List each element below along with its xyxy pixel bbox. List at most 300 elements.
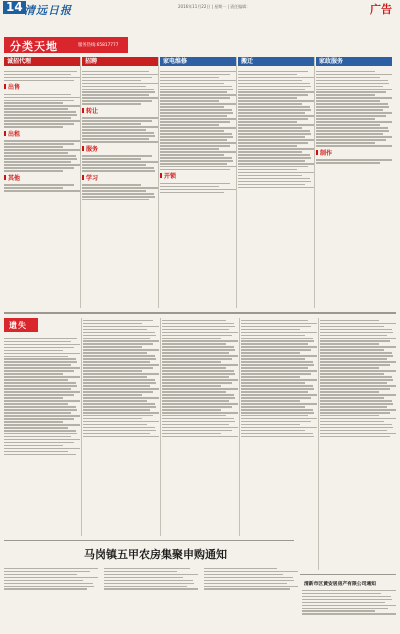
footer-box-title: 清新市区黄安居房产有限公司通知 xyxy=(304,582,376,587)
illegible-text-line xyxy=(4,412,71,413)
illegible-text-line xyxy=(83,323,142,324)
illegible-text-line xyxy=(241,412,314,413)
illegible-text-line xyxy=(302,596,391,597)
page-number: 14 xyxy=(3,1,26,14)
illegible-text-line xyxy=(241,421,311,422)
illegible-text-line xyxy=(160,148,219,149)
illegible-text-line xyxy=(160,160,233,161)
illegible-text-line xyxy=(4,577,98,578)
illegible-text-line xyxy=(320,358,387,359)
illegible-text-line xyxy=(160,154,224,155)
illegible-text-line xyxy=(160,112,233,113)
illegible-text-line xyxy=(238,136,305,137)
illegible-text-line xyxy=(4,571,90,572)
illegible-text-line xyxy=(83,427,155,428)
illegible-text-line xyxy=(162,329,229,330)
illegible-text-line xyxy=(4,164,80,165)
illegible-text-line xyxy=(4,123,74,124)
illegible-text-line xyxy=(241,379,317,380)
illegible-text-line xyxy=(4,190,80,191)
illegible-text-line xyxy=(238,172,314,173)
illegible-text-line xyxy=(4,187,63,188)
illegible-text-line xyxy=(320,338,396,339)
illegible-text-line xyxy=(160,89,233,90)
illegible-text-line xyxy=(82,97,158,98)
illegible-text-line xyxy=(82,89,154,90)
illegible-text-line xyxy=(82,158,141,159)
illegible-text-line xyxy=(238,80,302,81)
classifieds-banner-title: 分类天地 xyxy=(10,40,58,53)
illegible-text-line xyxy=(316,109,383,110)
illegible-text-line xyxy=(162,379,238,380)
illegible-text-line xyxy=(82,74,158,75)
illegible-text-line xyxy=(302,593,381,594)
illegible-text-line xyxy=(241,397,311,398)
illegible-text-line xyxy=(241,329,300,330)
classifieds-group-title xyxy=(160,173,236,181)
illegible-text-line xyxy=(241,349,311,350)
illegible-text-line xyxy=(160,109,232,110)
illegible-text-line xyxy=(302,605,396,606)
illegible-text-line xyxy=(241,332,317,333)
illegible-text-line xyxy=(320,379,393,380)
illegible-text-line xyxy=(160,169,230,170)
illegible-text-line xyxy=(238,148,314,149)
illegible-text-line xyxy=(238,187,314,188)
illegible-text-line xyxy=(320,388,390,389)
illegible-text-line xyxy=(4,442,74,443)
illegible-text-line xyxy=(238,145,297,146)
illegible-text-line xyxy=(83,355,155,356)
illegible-text-line xyxy=(320,340,390,341)
classifieds-column-header: 招聘 xyxy=(82,57,158,66)
classifieds-column-body xyxy=(160,69,236,308)
group-marker xyxy=(82,108,84,113)
illegible-text-line xyxy=(4,350,63,351)
illegible-text-line xyxy=(4,358,76,359)
illegible-text-line xyxy=(160,118,236,119)
illegible-text-line xyxy=(238,175,302,176)
classifieds-group-title xyxy=(82,146,158,154)
illegible-text-line xyxy=(241,385,313,386)
illegible-text-line xyxy=(162,376,229,377)
illegible-text-line xyxy=(83,415,153,416)
illegible-text-line xyxy=(83,436,159,437)
illegible-text-line xyxy=(4,126,63,127)
illegible-text-line xyxy=(160,86,232,87)
illegible-text-line xyxy=(241,326,311,327)
illegible-text-line xyxy=(82,161,158,162)
illegible-text-line xyxy=(104,588,198,589)
group-marker xyxy=(4,175,6,180)
column-rule xyxy=(239,318,240,536)
illegible-text-line xyxy=(162,364,238,365)
illegible-text-line xyxy=(316,136,392,137)
illegible-text-line xyxy=(4,158,77,159)
column-rule xyxy=(80,57,81,308)
illegible-text-line xyxy=(316,86,383,87)
illegible-text-line xyxy=(83,370,142,371)
illegible-text-line xyxy=(4,100,74,101)
illegible-text-line xyxy=(4,167,74,168)
illegible-text-line xyxy=(204,574,283,575)
illegible-text-line xyxy=(320,370,396,371)
illegible-text-line xyxy=(320,409,396,410)
column-rule xyxy=(81,318,82,536)
illegible-text-line xyxy=(238,112,305,113)
illegible-text-line xyxy=(238,169,297,170)
illegible-text-line xyxy=(4,74,71,75)
illegible-text-line xyxy=(316,130,389,131)
illegible-text-line xyxy=(316,91,386,92)
illegible-text-line xyxy=(238,142,308,143)
illegible-text-line xyxy=(302,599,392,600)
illegible-text-line xyxy=(241,361,313,362)
illegible-text-line xyxy=(4,568,98,569)
illegible-text-line xyxy=(320,323,396,324)
illegible-text-line xyxy=(160,71,236,72)
illegible-text-line xyxy=(162,346,234,347)
classifieds-group-title xyxy=(316,150,392,158)
illegible-text-line xyxy=(320,352,392,353)
classifieds-column-body xyxy=(316,69,392,308)
illegible-text-line xyxy=(316,121,392,122)
illegible-text-line xyxy=(320,394,396,395)
illegible-text-line xyxy=(160,103,236,104)
illegible-text-line xyxy=(160,124,219,125)
illegible-text-line xyxy=(238,124,314,125)
illegible-text-line xyxy=(241,436,314,437)
illegible-text-line xyxy=(82,167,154,168)
illegible-text-line xyxy=(316,159,392,160)
illegible-text-line xyxy=(162,367,226,368)
illegible-text-line xyxy=(160,115,227,116)
illegible-text-line xyxy=(104,586,187,587)
illegible-text-line xyxy=(160,186,219,187)
illegible-text-line xyxy=(4,361,77,362)
illegible-text-line xyxy=(238,97,297,98)
illegible-text-line xyxy=(204,580,294,581)
illegible-text-line xyxy=(241,370,317,371)
illegible-text-line xyxy=(320,373,384,374)
illegible-text-line xyxy=(83,349,159,350)
illegible-text-line xyxy=(316,124,380,125)
illegible-text-line xyxy=(4,397,63,398)
illegible-text-line xyxy=(83,418,142,419)
illegible-text-line xyxy=(4,588,87,589)
illegible-text-line xyxy=(320,430,387,431)
illegible-text-line xyxy=(238,133,311,134)
illegible-text-line xyxy=(162,394,234,395)
illegible-text-line xyxy=(162,355,238,356)
illegible-text-line xyxy=(160,97,230,98)
illegible-text-line xyxy=(83,329,147,330)
illegible-text-line xyxy=(162,406,232,407)
illegible-text-line xyxy=(83,352,147,353)
illegible-text-line xyxy=(83,361,150,362)
illegible-text-line xyxy=(241,323,317,324)
illegible-text-line xyxy=(302,590,396,591)
illegible-text-line xyxy=(238,166,308,167)
illegible-text-line xyxy=(238,103,302,104)
paper-name: 清远日报 xyxy=(24,4,72,17)
illegible-text-line xyxy=(316,133,383,134)
footer-box-divider xyxy=(300,574,396,575)
illegible-text-line xyxy=(320,367,379,368)
illegible-text-line xyxy=(320,415,379,416)
illegible-text-line xyxy=(82,120,152,121)
illegible-text-line xyxy=(160,121,230,122)
illegible-text-line xyxy=(320,400,392,401)
illegible-text-line xyxy=(83,424,147,425)
illegible-text-line xyxy=(4,344,80,345)
illegible-text-line xyxy=(83,326,159,327)
illegible-text-line xyxy=(83,373,159,374)
group-title-text: 出租 xyxy=(8,130,21,138)
classifieds-group-title xyxy=(4,175,80,183)
illegible-text-line xyxy=(162,403,238,404)
illegible-text-line xyxy=(83,340,159,341)
illegible-text-line xyxy=(320,326,384,327)
illegible-text-line xyxy=(160,130,224,131)
illegible-text-line xyxy=(4,111,76,112)
illegible-text-line xyxy=(162,352,229,353)
illegible-text-line xyxy=(241,430,305,431)
illegible-text-line xyxy=(4,117,71,118)
illegible-text-line xyxy=(4,347,74,348)
illegible-text-line xyxy=(4,391,80,392)
illegible-text-line xyxy=(162,412,238,413)
illegible-text-line xyxy=(82,129,146,130)
illegible-text-line xyxy=(83,406,156,407)
illegible-text-line xyxy=(4,338,77,339)
illegible-text-line xyxy=(162,418,234,419)
classifieds-column-header: 搬迁 xyxy=(238,57,314,66)
illegible-text-line xyxy=(4,385,77,386)
illegible-text-line xyxy=(160,80,236,81)
illegible-text-line xyxy=(4,161,71,162)
illegible-text-line xyxy=(238,181,311,182)
illegible-text-line xyxy=(83,376,147,377)
group-marker xyxy=(316,150,318,155)
illegible-text-line xyxy=(241,335,305,336)
illegible-text-line xyxy=(241,388,314,389)
illegible-text-line xyxy=(160,136,233,137)
illegible-text-line xyxy=(238,86,311,87)
illegible-text-line xyxy=(4,341,71,342)
illegible-text-line xyxy=(162,421,235,422)
notice-divider xyxy=(4,540,294,541)
illegible-text-line xyxy=(82,126,158,127)
illegible-text-line xyxy=(241,358,305,359)
illegible-text-line xyxy=(160,127,236,128)
illegible-text-line xyxy=(82,164,146,165)
illegible-text-line xyxy=(104,580,193,581)
illegible-text-line xyxy=(4,353,80,354)
illegible-text-line xyxy=(320,361,396,362)
illegible-text-line xyxy=(160,166,236,167)
illegible-text-line xyxy=(241,394,317,395)
illegible-text-line xyxy=(320,385,396,386)
group-marker xyxy=(4,131,6,136)
group-title-text: 学习 xyxy=(86,174,99,182)
illegible-text-line xyxy=(4,376,80,377)
illegible-text-line xyxy=(320,436,390,437)
illegible-text-line xyxy=(83,335,156,336)
illegible-text-line xyxy=(83,409,150,410)
illegible-text-line xyxy=(238,91,314,92)
illegible-text-line xyxy=(316,94,375,95)
illegible-text-line xyxy=(316,139,386,140)
illegible-text-line xyxy=(238,127,302,128)
illegible-text-line xyxy=(82,77,152,78)
illegible-text-line xyxy=(238,163,314,164)
illegible-text-line xyxy=(204,583,287,584)
illegible-text-line xyxy=(4,373,63,374)
illegible-text-line xyxy=(241,400,300,401)
illegible-text-line xyxy=(83,430,156,431)
illegible-text-line xyxy=(4,97,80,98)
illegible-text-line xyxy=(83,320,153,321)
illegible-text-line xyxy=(238,94,308,95)
illegible-text-line xyxy=(241,340,314,341)
illegible-text-line xyxy=(162,340,238,341)
illegible-text-line xyxy=(4,379,68,380)
illegible-text-line xyxy=(320,412,390,413)
illegible-text-line xyxy=(162,326,235,327)
classifieds-column-body xyxy=(82,69,158,308)
column-rule xyxy=(160,318,161,536)
illegible-text-line xyxy=(83,382,156,383)
illegible-text-line xyxy=(4,114,77,115)
illegible-text-line xyxy=(316,106,389,107)
illegible-text-line xyxy=(238,184,305,185)
illegible-text-line xyxy=(320,391,379,392)
bottom-notice-column xyxy=(204,566,298,628)
illegible-text-line xyxy=(82,83,158,84)
illegible-text-line xyxy=(320,335,387,336)
illegible-text-line xyxy=(160,192,224,193)
illegible-text-line xyxy=(160,106,224,107)
classifieds-column-body xyxy=(4,69,80,308)
illegible-text-line xyxy=(162,427,238,428)
illegible-text-line xyxy=(320,382,387,383)
illegible-text-line xyxy=(4,400,80,401)
illegible-text-line xyxy=(241,403,317,404)
illegible-text-line xyxy=(162,358,232,359)
classifieds-group-title xyxy=(4,131,80,139)
group-title-text: 出售 xyxy=(8,83,21,91)
illegible-text-line xyxy=(320,433,396,434)
illegible-text-line xyxy=(4,580,83,581)
illegible-text-line xyxy=(83,367,153,368)
illegible-text-line xyxy=(316,97,392,98)
illegible-text-line xyxy=(162,400,229,401)
illegible-text-line xyxy=(83,391,153,392)
illegible-text-line xyxy=(316,115,386,116)
illegible-text-line xyxy=(104,568,190,569)
illegible-text-line xyxy=(83,379,155,380)
illegible-text-line xyxy=(82,187,158,188)
illegible-text-line xyxy=(204,568,277,569)
illegible-text-line xyxy=(204,571,298,572)
illegible-text-line xyxy=(241,373,311,374)
illegible-text-line xyxy=(204,586,298,587)
classifieds-group-title xyxy=(82,108,158,116)
illegible-text-line xyxy=(104,577,183,578)
illegible-text-line xyxy=(4,424,80,425)
illegible-text-line xyxy=(82,100,152,101)
illegible-text-line xyxy=(104,571,177,572)
illegible-text-line xyxy=(82,86,146,87)
classifieds-column-header: 家电维修 xyxy=(160,57,236,66)
illegible-text-line xyxy=(241,364,314,365)
illegible-text-line xyxy=(160,142,236,143)
illegible-text-line xyxy=(162,430,232,431)
illegible-text-line xyxy=(83,394,142,395)
group-title-text: 转让 xyxy=(86,107,99,115)
group-marker xyxy=(82,146,84,151)
illegible-text-line xyxy=(82,138,149,139)
illegible-text-line xyxy=(4,382,76,383)
illegible-text-line xyxy=(4,388,71,389)
illegible-text-line xyxy=(241,320,308,321)
illegible-text-line xyxy=(4,140,80,141)
illegible-text-line xyxy=(4,439,80,440)
illegible-text-line xyxy=(4,421,63,422)
section-divider xyxy=(4,312,396,314)
illegible-text-line xyxy=(4,120,80,121)
illegible-text-line xyxy=(238,115,314,116)
illegible-text-line xyxy=(83,412,159,413)
illegible-text-line xyxy=(4,415,80,416)
illegible-text-line xyxy=(320,349,384,350)
illegible-text-line xyxy=(316,74,392,75)
lost-notice-column xyxy=(4,336,80,536)
group-marker xyxy=(4,84,6,89)
illegible-text-line xyxy=(160,91,227,92)
illegible-text-line xyxy=(162,343,226,344)
illegible-text-line xyxy=(204,577,293,578)
bottom-notice-column xyxy=(104,566,198,628)
illegible-text-line xyxy=(82,196,155,197)
illegible-text-line xyxy=(4,152,68,153)
illegible-text-line xyxy=(4,94,71,95)
illegible-text-line xyxy=(82,199,149,200)
lost-notice-column xyxy=(241,318,317,536)
illegible-text-line xyxy=(162,382,232,383)
illegible-text-line xyxy=(83,403,155,404)
illegible-text-line xyxy=(160,74,230,75)
illegible-text-line xyxy=(238,118,308,119)
illegible-text-line xyxy=(4,170,63,171)
illegible-text-line xyxy=(320,364,390,365)
illegible-text-line xyxy=(302,610,375,611)
illegible-text-line xyxy=(83,338,150,339)
illegible-text-line xyxy=(4,430,76,431)
classifieds-column-header: 诚招代理 xyxy=(4,57,80,66)
classifieds-hotline: 服务热线:65817777 xyxy=(78,43,119,48)
illegible-text-line xyxy=(238,178,310,179)
illegible-text-line xyxy=(241,433,313,434)
illegible-text-line xyxy=(316,145,392,146)
illegible-text-line xyxy=(4,418,74,419)
illegible-text-line xyxy=(316,77,380,78)
illegible-text-line xyxy=(316,71,375,72)
illegible-text-line xyxy=(302,602,385,603)
illegible-text-line xyxy=(162,320,226,321)
illegible-text-line xyxy=(82,117,158,118)
